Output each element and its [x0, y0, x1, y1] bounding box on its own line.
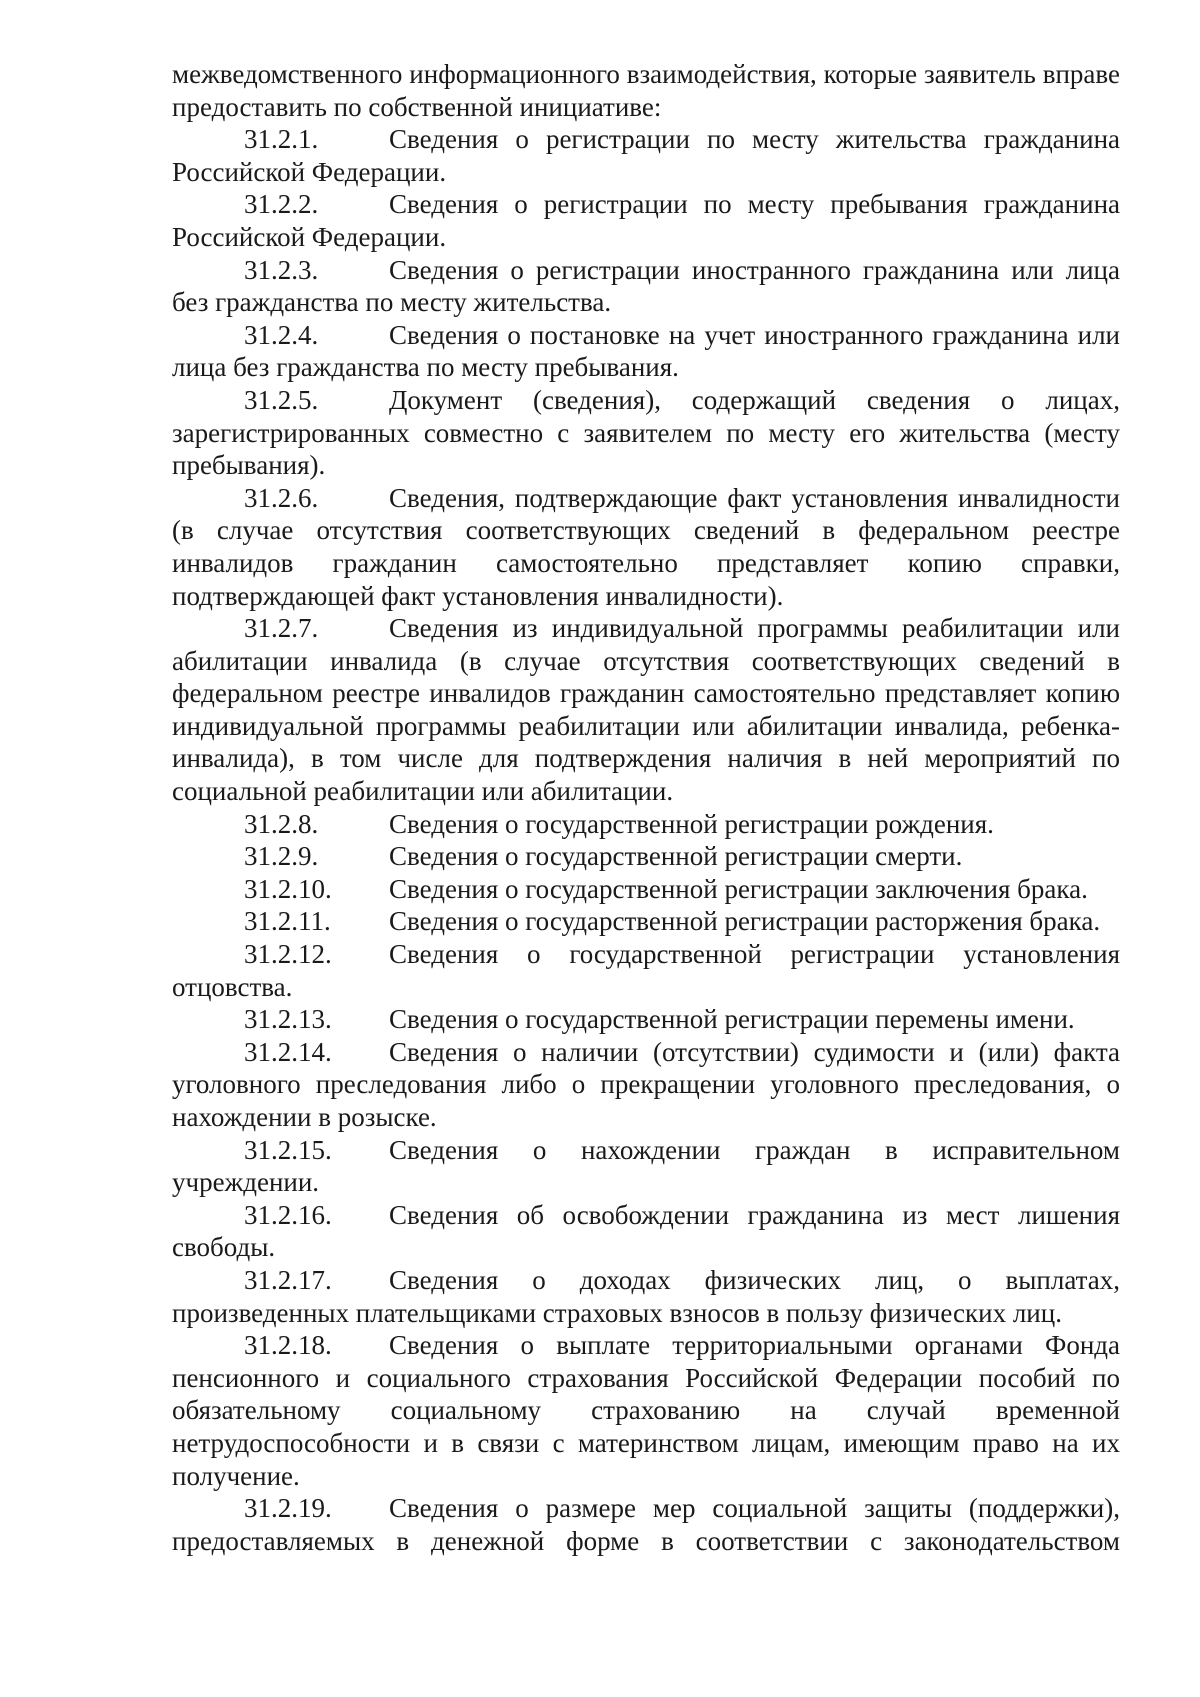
- item-text: Документ (сведения), содержащий сведения о лицах, зарегистрированных совместно с заявителем по месту его жительства (месту пребывания).: [172, 384, 1120, 481]
- list-item-31-2-9: [172, 840, 1120, 873]
- list-item-31-2-10: [172, 873, 1120, 906]
- list-item-31-2-13: [172, 1003, 1120, 1036]
- item-text: Сведения о доходах физических лиц, о выплатах, произведенных плательщиками страховых взносов в пользу физических лиц.: [172, 1264, 1120, 1328]
- item-number: 31.2.9.: [244, 841, 319, 872]
- item-number: 31.2.14.: [244, 1036, 332, 1067]
- item-text: Сведения о постановке на учет иностранного гражданина или лица без гражданства по месту пребывания.: [172, 319, 1120, 383]
- item-number: 31.2.5.: [244, 384, 319, 415]
- list-item-31-2-15: [172, 1134, 1120, 1199]
- list-item-31-2-2: [172, 188, 1120, 253]
- item-number: 31.2.6.: [244, 482, 319, 513]
- list-item-31-2-19: [172, 1492, 1120, 1557]
- intro-paragraph: межведомственного информационного взаимодействия, которые заявитель вправе предоставить по собственной инициативе:: [172, 59, 1120, 122]
- item-text: Сведения о наличии (отсутствии) судимости и (или) факта уголовного преследования либо о прекращении уголовного преследования, о нахождении в розыске.: [172, 1036, 1120, 1132]
- item-text: Сведения о государственной регистрации рождения.: [389, 808, 994, 839]
- item-number: 31.2.17.: [244, 1264, 332, 1295]
- item-text: Сведения о регистрации иностранного гражданина или лица без гражданства по месту жительства.: [172, 254, 1120, 318]
- item-text: Сведения о выплате территориальными органами Фонда пенсионного и социального страхования Российской Федерации пособий по обязательному социальному страхованию на случай временной нетрудоспособности и в связи с материнством лицам, имеющим право на их получение.: [172, 1330, 1120, 1491]
- list-item-31-2-8: [172, 808, 1120, 841]
- item-number: 31.2.16.: [244, 1199, 332, 1230]
- item-text: Сведения о нахождении граждан в исправительном учреждении.: [172, 1134, 1120, 1198]
- item-text: Сведения о регистрации по месту пребывания гражданина Российской Федерации.: [172, 189, 1120, 252]
- item-number: 31.2.13.: [244, 1004, 332, 1035]
- item-number: 31.2.1.: [244, 124, 319, 155]
- item-text: Сведения, подтверждающие факт установления инвалидности (в случае отсутствия соответствующих сведений в федеральном реестре инвалидов гражданин самостоятельно представляет копию справки, подтверждающей факт установления инвалидности).: [172, 482, 1120, 611]
- list-item-31-2-3: [172, 254, 1120, 319]
- list-item-31-2-1: [172, 123, 1120, 188]
- item-number: 31.2.18.: [244, 1330, 332, 1361]
- item-text: Сведения из индивидуальной программы реабилитации или абилитации инвалида (в случае отсутствия соответствующих сведений в федеральном реестре инвалидов гражданин самостоятельно представляет копию индивидуальной программы реабилитации или абилитации инвалида, ребенка-инвалида), в том числе для подтверждения наличия в ней мероприятий по социальной реабилитации или абилитации.: [172, 613, 1120, 807]
- item-number: 31.2.8.: [244, 808, 319, 839]
- list-item-31-2-5: [172, 384, 1120, 482]
- list-item-31-2-18: [172, 1329, 1120, 1492]
- item-text: Сведения о государственной регистрации расторжения брака.: [389, 906, 1101, 937]
- item-number: 31.2.10.: [244, 873, 332, 904]
- item-number: 31.2.12.: [244, 939, 332, 970]
- item-text: Сведения о размере мер социальной защиты (поддержки), предоставляемых в денежной форме в соответствии с законодательством: [172, 1493, 1120, 1556]
- item-number: 31.2.15.: [244, 1134, 332, 1165]
- list-item-31-2-16: [172, 1199, 1120, 1264]
- list-item-31-2-12: [172, 938, 1120, 1003]
- document-page: [172, 58, 1120, 1557]
- item-text: Сведения о государственной регистрации смерти.: [389, 841, 963, 872]
- item-text: Сведения о государственной регистрации установления отцовства.: [172, 939, 1120, 1002]
- list-item-31-2-17: [172, 1264, 1120, 1329]
- item-text: Сведения о государственной регистрации заключения брака.: [389, 873, 1088, 904]
- list-item-31-2-14: [172, 1036, 1120, 1134]
- list-item-31-2-11: [172, 905, 1120, 938]
- item-text: Сведения о государственной регистрации перемены имени.: [389, 1004, 1075, 1035]
- list-item-31-2-4: [172, 319, 1120, 384]
- list-item-31-2-6: [172, 482, 1120, 612]
- item-number: 31.2.19.: [244, 1493, 332, 1524]
- item-number: 31.2.4.: [244, 319, 319, 350]
- item-number: 31.2.3.: [244, 254, 319, 285]
- item-number: 31.2.7.: [244, 613, 319, 644]
- item-text: Сведения о регистрации по месту жительства гражданина Российской Федерации.: [172, 124, 1120, 187]
- item-number: 31.2.11.: [244, 906, 331, 937]
- item-number: 31.2.2.: [244, 189, 319, 220]
- item-text: Сведения об освобождении гражданина из мест лишения свободы.: [172, 1199, 1120, 1263]
- list-item-31-2-7: [172, 612, 1120, 808]
